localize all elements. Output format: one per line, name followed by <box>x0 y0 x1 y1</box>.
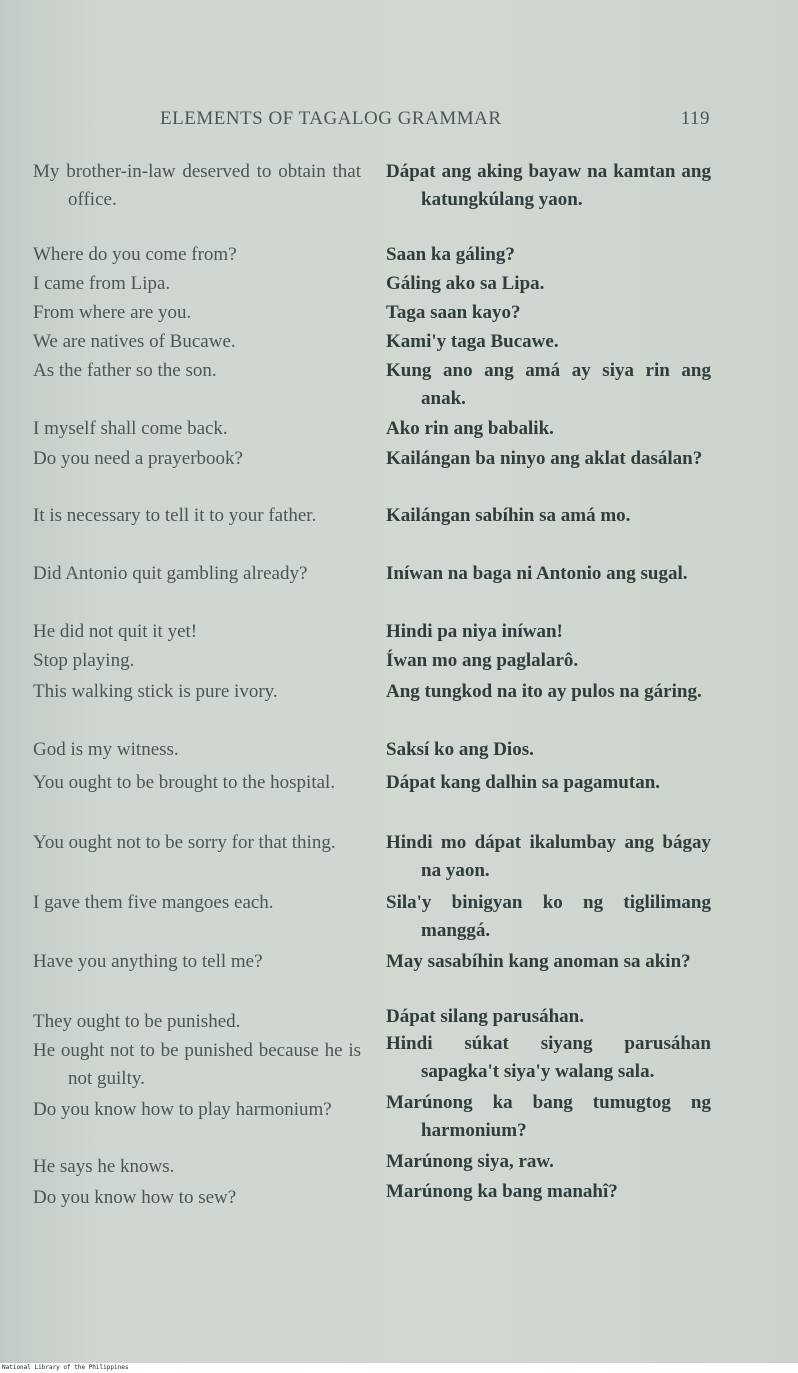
english-sentence: My brother-in-law deserved to obtain that office. <box>33 161 361 210</box>
tagalog-translation: Kailángan ba ninyo ang aklat dasálan? <box>386 448 703 469</box>
english-sentence: As the father so the son. <box>33 360 217 381</box>
english-sentence: I gave them five mangoes each. <box>33 892 274 913</box>
english-sentence: He ought not to be punished because he is not guilty. <box>33 1040 361 1089</box>
tagalog-translation: Hindi súkat siyang parusáhan sapagka't siya'y walang sala. <box>386 1033 711 1082</box>
tagalog-translation: Íwan mo ang paglalarô. <box>386 650 579 671</box>
tagalog-translation: Marúnong siya, raw. <box>386 1151 554 1172</box>
english-sentence: We are natives of Bucawe. <box>33 331 236 352</box>
tagalog-translation: Hindi pa niya iníwan! <box>386 621 563 642</box>
english-sentence: From where are you. <box>33 302 192 323</box>
tagalog-translation: Saksí ko ang Dios. <box>386 739 534 760</box>
tagalog-translation: Hindi mo dápat ikalumbay ang bágay na yaon. <box>386 832 711 881</box>
english-sentence: Do you need a prayerbook? <box>33 448 243 469</box>
running-head-title: ELEMENTS OF TAGALOG GRAMMAR <box>160 108 502 129</box>
tagalog-translation: Ang tungkod na ito ay pulos na gáring. <box>386 681 702 702</box>
english-sentence: It is necessary to tell it to your father. <box>33 505 317 526</box>
english-sentence: He did not quit it yet! <box>33 621 198 642</box>
english-sentence: Have you anything to tell me? <box>33 951 263 972</box>
english-sentence: You ought to be brought to the hospital. <box>33 772 336 793</box>
english-sentence: God is my witness. <box>33 739 179 760</box>
tagalog-translation: Gáling ako sa Lipa. <box>386 273 545 294</box>
tagalog-translation: Dápat ang aking bayaw na kamtan ang katungkúlang yaon. <box>386 161 711 210</box>
tagalog-translation: May sasabíhin kang anoman sa akin? <box>386 951 691 972</box>
english-sentence: Do you know how to sew? <box>33 1187 237 1208</box>
tagalog-translation: Ako rin ang babalik. <box>386 418 554 439</box>
tagalog-translation: Dápat kang dalhin sa pagamutan. <box>386 772 661 793</box>
english-sentence: Did Antonio quit gambling already? <box>33 563 308 584</box>
tagalog-translation: Taga saan kayo? <box>386 302 521 323</box>
english-sentence: Stop playing. <box>33 650 135 671</box>
page-number: 119 <box>680 108 710 129</box>
tagalog-translation: Sila'y binigyan ko ng tiglilimang manggá. <box>386 892 711 941</box>
tagalog-translation: Marúnong ka bang tumugtog ng harmonium? <box>386 1092 711 1141</box>
tagalog-translation: Kung ano ang amá ay siya rin ang anak. <box>386 360 711 409</box>
tagalog-translation: Iníwan na baga ni Antonio ang sugal. <box>386 563 688 584</box>
scan-credit-footer <box>0 1363 798 1373</box>
english-sentence: You ought not to be sorry for that thing. <box>33 832 336 853</box>
english-sentence: Where do you come from? <box>33 244 237 265</box>
scan-credit-text: National Library of the Philippines <box>2 1364 129 1371</box>
tagalog-translation: Kami'y taga Bucawe. <box>386 331 559 352</box>
english-sentence: This walking stick is pure ivory. <box>33 681 278 702</box>
english-sentence: I came from Lipa. <box>33 273 171 294</box>
tagalog-translation: Marúnong ka bang manahî? <box>386 1181 618 1202</box>
english-sentence: He says he knows. <box>33 1156 175 1177</box>
english-sentence: I myself shall come back. <box>33 418 228 439</box>
tagalog-translation: Saan ka gáling? <box>386 244 515 265</box>
tagalog-translation: Kailángan sabíhin sa amá mo. <box>386 505 631 526</box>
english-sentence: They ought to be punished. <box>33 1011 241 1032</box>
english-sentence: Do you know how to play harmonium? <box>33 1099 332 1120</box>
tagalog-translation: Dápat silang parusáhan. <box>386 1006 584 1027</box>
